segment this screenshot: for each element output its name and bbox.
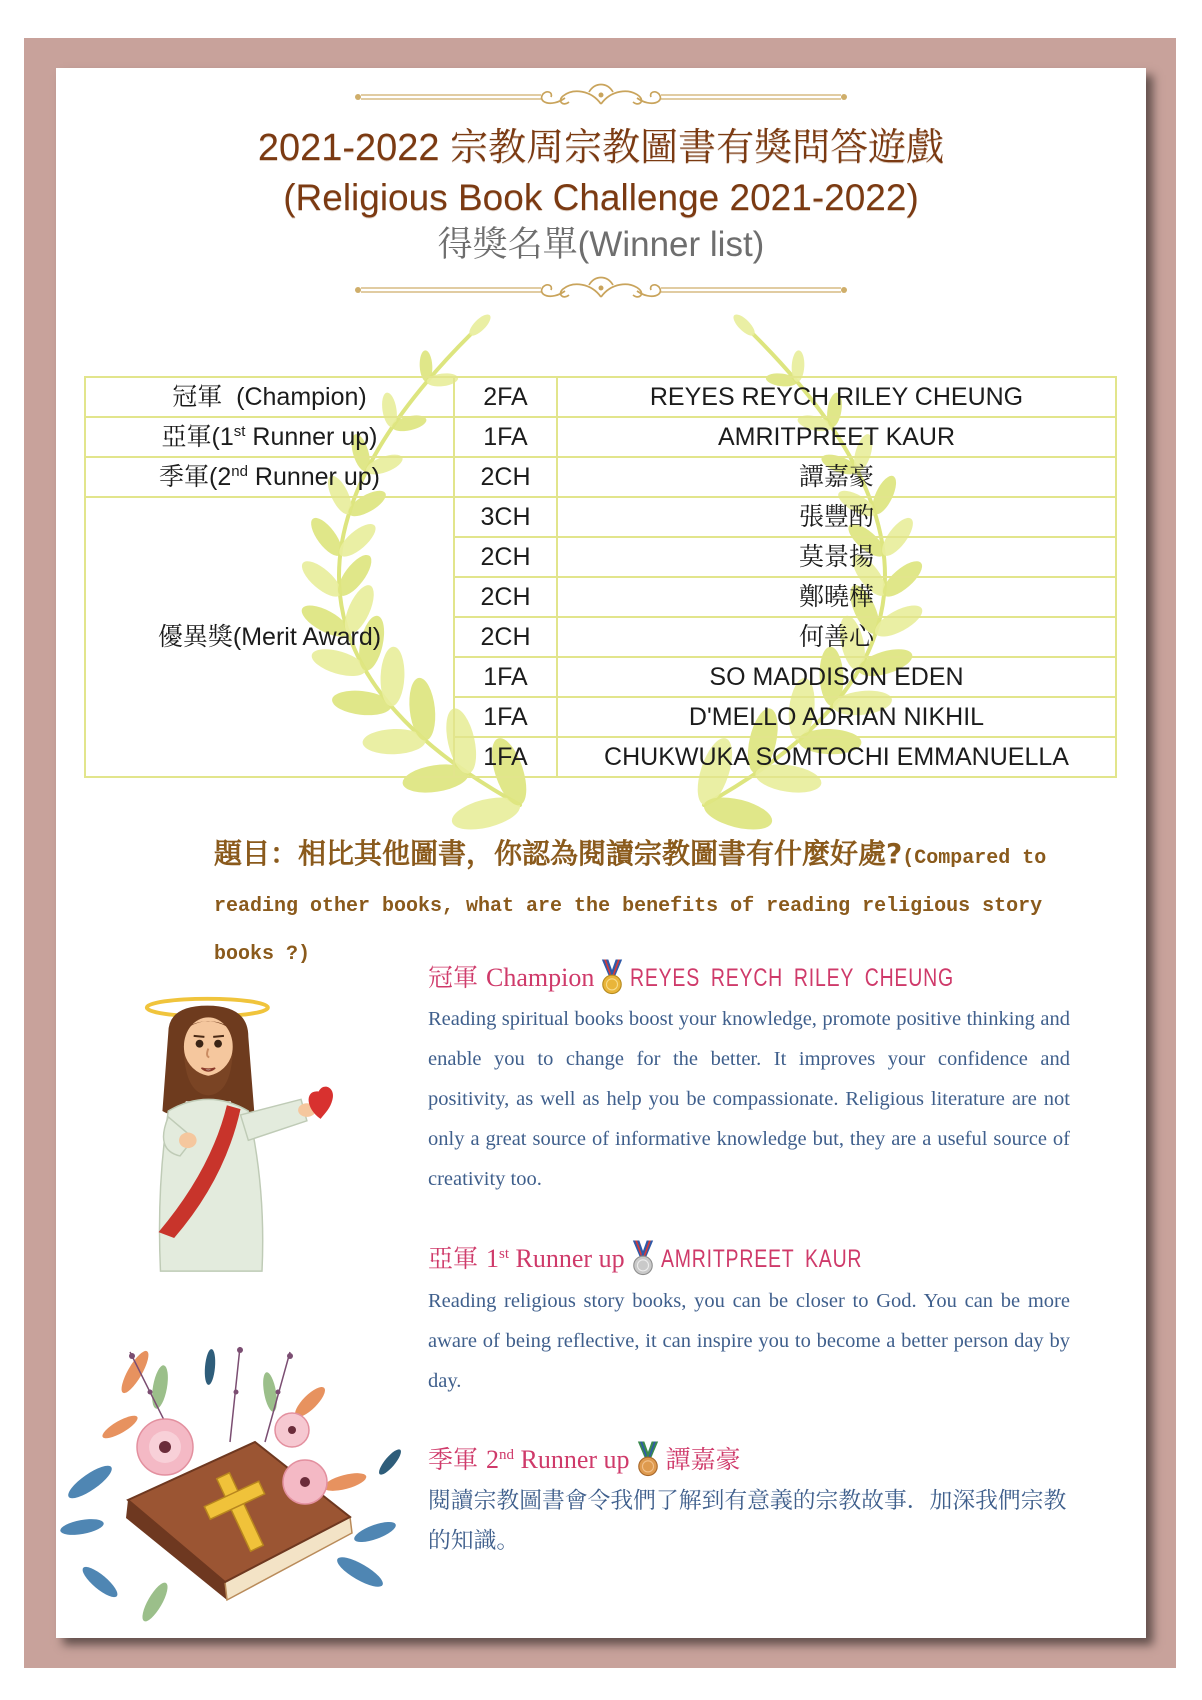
second-runner-up-answer-text: 閱讀宗教圖書會令我們了解到有意義的宗教故事．加深我們宗教的知識。 (428, 1488, 1067, 1554)
name-cell: 何善心 (557, 617, 1116, 657)
award-ordinal: st (233, 423, 246, 440)
silver-medal-icon (631, 1240, 655, 1276)
rank-zh: 亞軍 (428, 1244, 479, 1273)
name-cell: REYES REYCH RILEY CHEUNG (557, 377, 1116, 417)
table-row (85, 417, 1116, 457)
rank-en: Runner up (509, 1244, 625, 1273)
award-label-rest: Runner up) (245, 423, 378, 451)
rank-number: 2 (486, 1445, 500, 1474)
rank-zh: 季軍 (428, 1445, 479, 1474)
laurel-leaf (730, 311, 758, 339)
award-label-rest: Runner up) (247, 463, 380, 491)
merit-award-cell: 優異獎(Merit Award) (85, 497, 454, 777)
name-cell: D'MELLO ADRIAN NIKHIL (557, 697, 1116, 737)
name-cell: 譚嘉豪 (557, 457, 1116, 497)
rank-en: Champion (486, 963, 595, 992)
class-cell: 2CH (454, 457, 557, 497)
rank-zh: 冠軍 (428, 963, 479, 992)
award-label: 季軍(2 (159, 463, 232, 491)
name-cell: SO MADDISON EDEN (557, 657, 1116, 697)
laurel-leaf (466, 311, 494, 339)
class-cell: 2CH (454, 617, 557, 657)
name-cell: CHUKWUKA SOMTOCHI EMMANUELLA (557, 737, 1116, 777)
table-row (85, 377, 1116, 417)
question-text (214, 830, 1102, 979)
bronze-medal-icon (636, 1441, 660, 1477)
name-cell: AMRITPREET KAUR (557, 417, 1116, 457)
class-cell: 1FA (454, 697, 557, 737)
table-row (85, 457, 1116, 497)
flower-icon (275, 1413, 309, 1447)
second-runner-up-answer-heading (428, 1440, 741, 1480)
award-cell: 冠軍 (Champion) (85, 377, 454, 417)
flower-icon (137, 1419, 193, 1475)
title-line-1: 2021-2022 宗教周宗教圖書有獎問答遊戲 (257, 127, 945, 169)
name-cell: 鄭曉樺 (557, 577, 1116, 617)
name-cell: 張豐酌 (557, 497, 1116, 537)
jesus-with-heart-illustration (139, 991, 344, 1276)
class-cell: 2CH (454, 537, 557, 577)
winner-name: AMRITPREET KAUR (660, 1245, 862, 1273)
title-line-2: (Religious Book Challenge 2021-2022) (283, 177, 919, 218)
winner-name: REYES REYCH RILEY CHEUNG (630, 964, 955, 992)
award-label: 亞軍(1 (161, 423, 234, 451)
class-cell: 1FA (454, 417, 557, 457)
winners-table (84, 376, 1117, 778)
rank-number: 1 (486, 1244, 500, 1273)
class-cell: 1FA (454, 657, 557, 697)
question-zh: 題目：相比其他圖書，你認為閱讀宗教圖書有什麼好處? (214, 837, 903, 870)
winner-name: 譚嘉豪 (665, 1445, 741, 1474)
rank-ordinal: st (499, 1246, 510, 1262)
class-cell: 2FA (454, 377, 557, 417)
bible-with-flowers-illustration (60, 1332, 405, 1627)
rank-ordinal: nd (499, 1447, 515, 1463)
first-runner-up-answer-text: Reading religious story books, you can be closer to God. You can be more aware of being reflective, it can inspire you to become a better person day by day. (428, 1290, 1070, 1392)
top-ornament-divider-icon (351, 82, 851, 112)
class-cell: 2CH (454, 577, 557, 617)
award-cell (85, 417, 454, 457)
rank-en: Runner up (514, 1445, 630, 1474)
name-cell: 莫景揚 (557, 537, 1116, 577)
question-en: (Compared to reading other books, what are the benefits of reading religious story books ?) (214, 847, 1047, 966)
table-row (85, 497, 1116, 537)
class-cell: 3CH (454, 497, 557, 537)
award-ordinal: nd (231, 463, 248, 480)
flower-icon (283, 1460, 327, 1504)
award-cell (85, 457, 454, 497)
subtitle-winner-list: 得獎名單(Winner list) (437, 225, 765, 264)
first-runner-up-answer-heading (428, 1239, 919, 1279)
class-cell: 1FA (454, 737, 557, 777)
champion-answer-text: Reading spiritual books boost your knowledge, promote positive thinking and enable you to change for the better. It improves your confidence and positivity, as well as help you be compassionate. Religious literature are not only a great source of informative knowledge but, they are a useful source of creativity too. (428, 1008, 1070, 1190)
